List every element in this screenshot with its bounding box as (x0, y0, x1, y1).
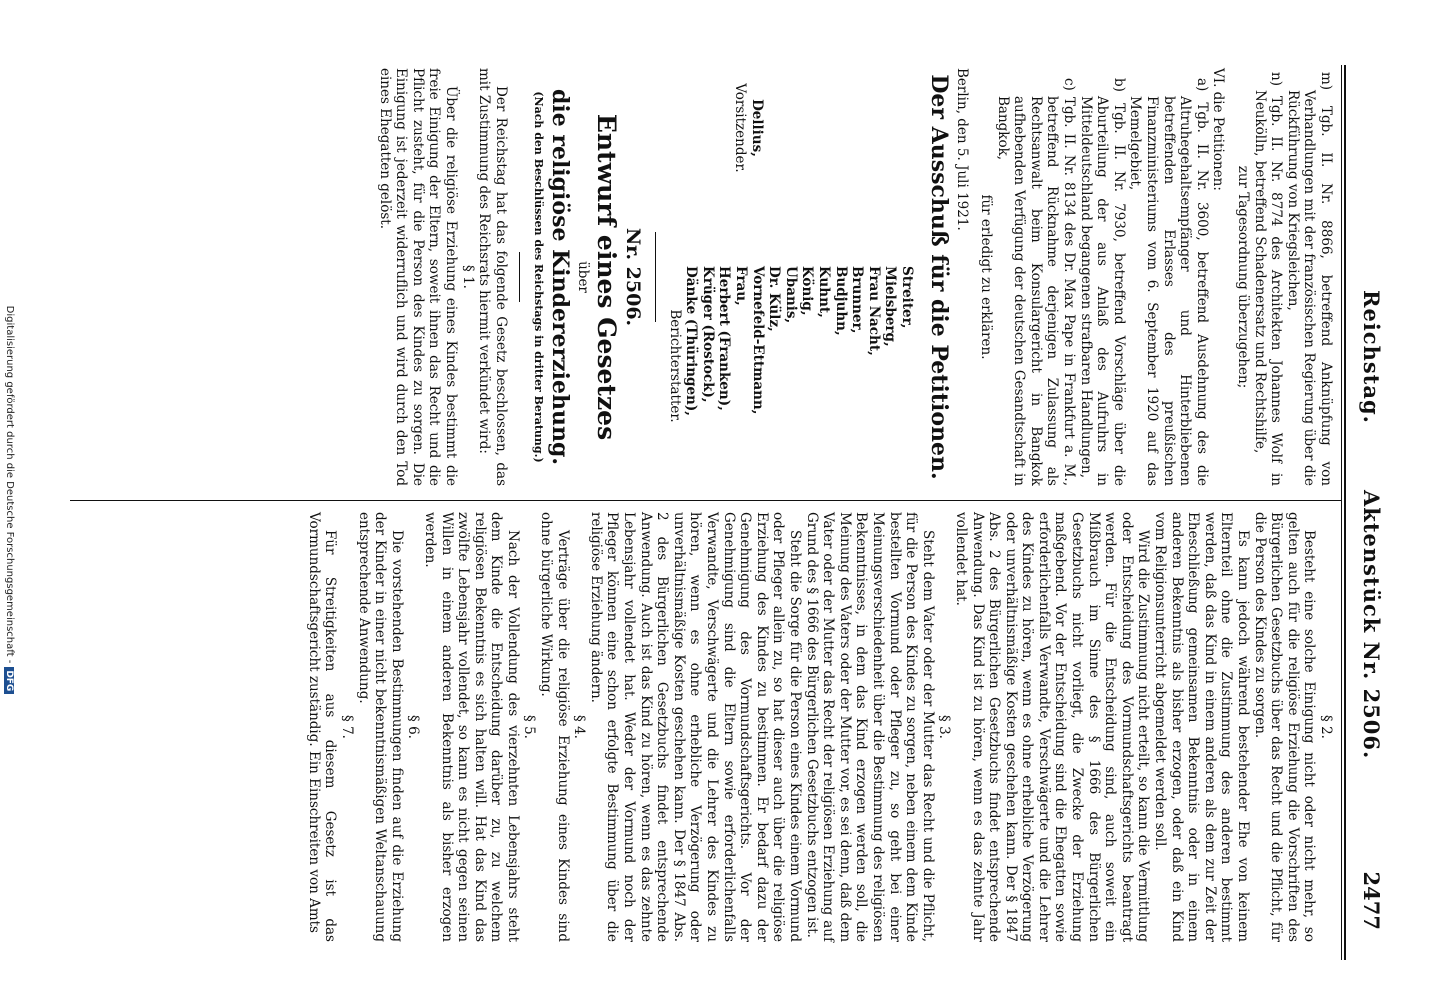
footer-text: Digitalisierung gefördert durch die Deutsche Forschungsgemeinschaft - (4, 305, 15, 664)
member-name: König, (799, 266, 816, 316)
bill-note: (Nach den Beschlüssen des Reichstags in dritter Beratung.) (532, 91, 546, 463)
petition-n: n) Tgb. II. Nr. 8774 des Architekten Johannes Wolf in Neukölln, betreffend Schadenersatz und Rechtshilfe, (1251, 72, 1285, 486)
preamble: Der Reichstag hat das folgende Gesetz beschlossen, das mit Zustimmung des Reichsrats hiermit verkündet wird: (476, 68, 509, 486)
section-3-para-2: Steht die Sorge für die Person eines Kindes einem Vormund oder Pfleger allein zu, so hat dieser auch über die religiöse Erziehung des Kindes zu bestimmen. Er bedarf dazu der Genehmigung des Vormundschaftsgerichts. Vor der Genehmigung sind die Eltern sowie erforderlichenfalls Verwandte, Verschwägerte und die Lehrer des Kindes zu hören, wenn es ohne erhebliche Verzögerung oder unverhältnismäßige Kosten geschehen kann. Der § 1847 Abs. 2 des Bürgerlichen Gesetzbuchs findet entsprechende Anwendung. Auch ist das Kind zu hören, wenn es das zehnte Lebensjahr vollendet hat. Weder der Vormund noch der Pfleger können eine schon erfolgte Bestimmung über die religiöse Erziehung ändern. (587, 512, 803, 942)
header-rule (1344, 65, 1346, 960)
section-7-heading: § 7. (338, 715, 355, 739)
section-3-heading: § 3. (936, 715, 953, 739)
chair-role: Vorsitzender. (732, 83, 749, 173)
section-1-text: Über die religiöse Erziehung eines Kindes bestimmt die freie Einigung der Eltern, soweit ihnen das Recht und die Pflicht zusteht, für die Person des Kindes zu sorgen. Die Einigung ist jederzeit widerruflich und wird durch den Tod eines Ehegatten gelöst. (376, 68, 460, 486)
settled-line: für erledigt zu erklären. (978, 194, 995, 360)
section-4-text: Verträge über die religiöse Erziehung eines Kindes sind ohne bürgerliche Wirkung. (538, 512, 571, 942)
document-number: Nr. 2506. (622, 227, 645, 327)
bill-title: Entwurf eines Gesetzes (592, 113, 622, 441)
section-4-heading: § 4. (571, 715, 588, 739)
header-left: Reichstag. (1359, 290, 1384, 424)
bill-subject: die religiöse Kindererziehung. (547, 88, 574, 466)
bill-title-über: über (575, 261, 592, 293)
section-1-heading: § 1. (459, 265, 476, 289)
member-name: Kuhnt, (815, 266, 832, 318)
member-name: Ubanis, (782, 266, 799, 324)
column-divider (70, 500, 1342, 501)
member-list (666, 266, 915, 486)
section-2-para-2: Es kann jedoch während bestehender Ehe von keinem Elternteil ohne die Zustimmung des anderen bestimmt werden, daß das Kind in einem anderen als dem zur Zeit der Eheschließung gemeinsamen Bekenntnis oder in einem anderen Bekenntnis als bisher erzogen, oder daß ein Kind vom Religionsunterricht abgemeldet werden soll. (1152, 512, 1252, 942)
header-center: Aktenstück Nr. 2506. (1359, 490, 1384, 760)
signatures (666, 68, 915, 486)
member-name: Dr. Külz, (766, 266, 783, 332)
member-name: Streiter, (898, 266, 915, 329)
section-5-text: Nach der Vollendung des vierzehnten Lebensjahrs steht dem Kinde die Entscheidung darüber zu, zu welchem religiösen Bekenntnis es sich halten will. Hat das Kind das zwölfte Lebensjahr vollendet, so kann es nicht gegen seinen Willen in einem anderen Bekenntnis als bisher erzogen werden. (421, 512, 521, 942)
section-6-text: Die vorstehenden Bestimmungen finden auf die Erziehung der Kinder in einer nicht bekenntnismäßigen Weltanschauung entsprechende Anwendung. (355, 512, 405, 942)
member-name: Frau Nacht, (865, 266, 882, 356)
section-2-heading: § 2. (1318, 715, 1334, 739)
member-name: Dänke (Thüringen), (683, 266, 700, 416)
right-column (305, 512, 1334, 942)
section-vi: VI. die Petitionen: (1210, 68, 1227, 191)
section-6-heading: § 6. (405, 715, 422, 739)
chair-name: Dellius, (748, 99, 765, 157)
section-5-heading: § 5. (521, 715, 538, 739)
header-rule-thin (1341, 65, 1342, 960)
member-name: Mielsberg, (882, 266, 899, 347)
member-name: Krüger (Rostock), (699, 266, 716, 403)
member-name: Budjuhn, (832, 266, 849, 336)
separator (655, 232, 656, 322)
petition-a: a) Tgb. II. Nr. 3600, betreffend Ausdehnung des die Altruhegehaltsempfänger und Hinterbliebenen betreffenden Erlasses des preußischen Finanzministeriums vom 6. September 1920 auf das Memelgebiet, (1127, 78, 1210, 486)
date-line: Berlin, den 5. Juli 1921. (953, 68, 970, 231)
reporters-label: Berichterstatter. (666, 309, 683, 423)
petition-c: c) Tgb. II. Nr. 8134 des Dr. Max Pape in Frankfurt a. M., betreffend Rücknahme derjenigen Zulassung als Rechtsanwalt beim Konsulargericht in Bangkok aufhebenden Verfügung der deutschen Gesandtschaft in Bangkok, (994, 78, 1078, 486)
page-header (1354, 70, 1394, 960)
digitization-footer (4, 0, 15, 1000)
member-name: Brunner, (849, 266, 866, 334)
section-7-text: Für Streitigkeiten aus diesem Gesetz ist das Vormundschaftsgericht zuständig. Ein Einschreiten von Amts (305, 512, 339, 942)
section-2-para-3: Wird die Zustimmung nicht erteilt, so kann die Vermittlung oder Entscheidung des Vormundschaftsgerichts beantragt werden. Für die Entscheidung sind, auch soweit ein Mißbrauch im Sinne des § 1666 des Bürgerlichen Gesetzbuchs nicht vorliegt, die Zwecke der Erziehung maßgebend. Vor der Entscheidung sind die Ehegatten sowie erforderlichenfalls Verwandte, Verschwägerte und die Lehrer des Kindes zu hören, wenn es ohne erhebliche Verzögerung oder unverhältnismäßige Kosten geschehen kann. Der § 1847 Abs. 2 des Bürgerlichen Gesetzbuchs findet entsprechende Anwendung. Das Kind ist zu hören, wenn es das zehnte Jahr vollendet hat. (952, 512, 1152, 942)
petition-m: m) Tgb. II. Nr. 8866, betreffend Anknüpfung von Verhandlungen mit der französischen Regierung über die Rückführung von Kriegsleichen, (1284, 72, 1334, 486)
order-line: zur Tagesordnung überzugehen; (1235, 165, 1252, 389)
dfg-logo: DFG (4, 667, 14, 694)
section-3-para-1: Steht dem Vater oder der Mutter das Recht und die Pflicht, für die Person des Kindes zu sorgen, neben einem dem Kinde bestellten Vormund oder Pfleger zu, so geht bei einer Meinungsverschiedenheit über die Bestimmung des religiösen Bekenntnisses, in dem das Kind erzogen werden soll, die Meinung des Vaters oder der Mutter vor, es sei denn, daß dem Vater oder der Mutter das Recht der religiösen Erziehung auf Grund des § 1666 des Bürgerlichen Gesetzbuchs entzogen ist. (803, 512, 936, 942)
left-column (376, 68, 1334, 486)
member-name: Herbert (Franken), (716, 266, 733, 411)
committee-title: Der Ausschuß für die Petitionen. (925, 74, 952, 480)
member-name: Frau, (733, 266, 749, 306)
member-name: Vornefeld-Ettmann, (749, 266, 766, 415)
chair-block (666, 68, 915, 188)
page-number: 2477 (1359, 871, 1384, 930)
section-2-para-1: Besteht eine solche Einigung nicht oder nicht mehr, so gelten auch für die religiöse Erziehung die Vorschriften des Bürgerlichen Gesetzbuchs über das Recht und die Pflicht, für die Person des Kindes zu sorgen. (1251, 512, 1318, 942)
petition-b: b) Tgb. II. Nr. 7930, betreffend Vorschläge über die Aburteilung der aus Anlaß des Aufruhrs in Mitteldeutschland begangenen strafbaren Handlungen, (1077, 78, 1127, 486)
